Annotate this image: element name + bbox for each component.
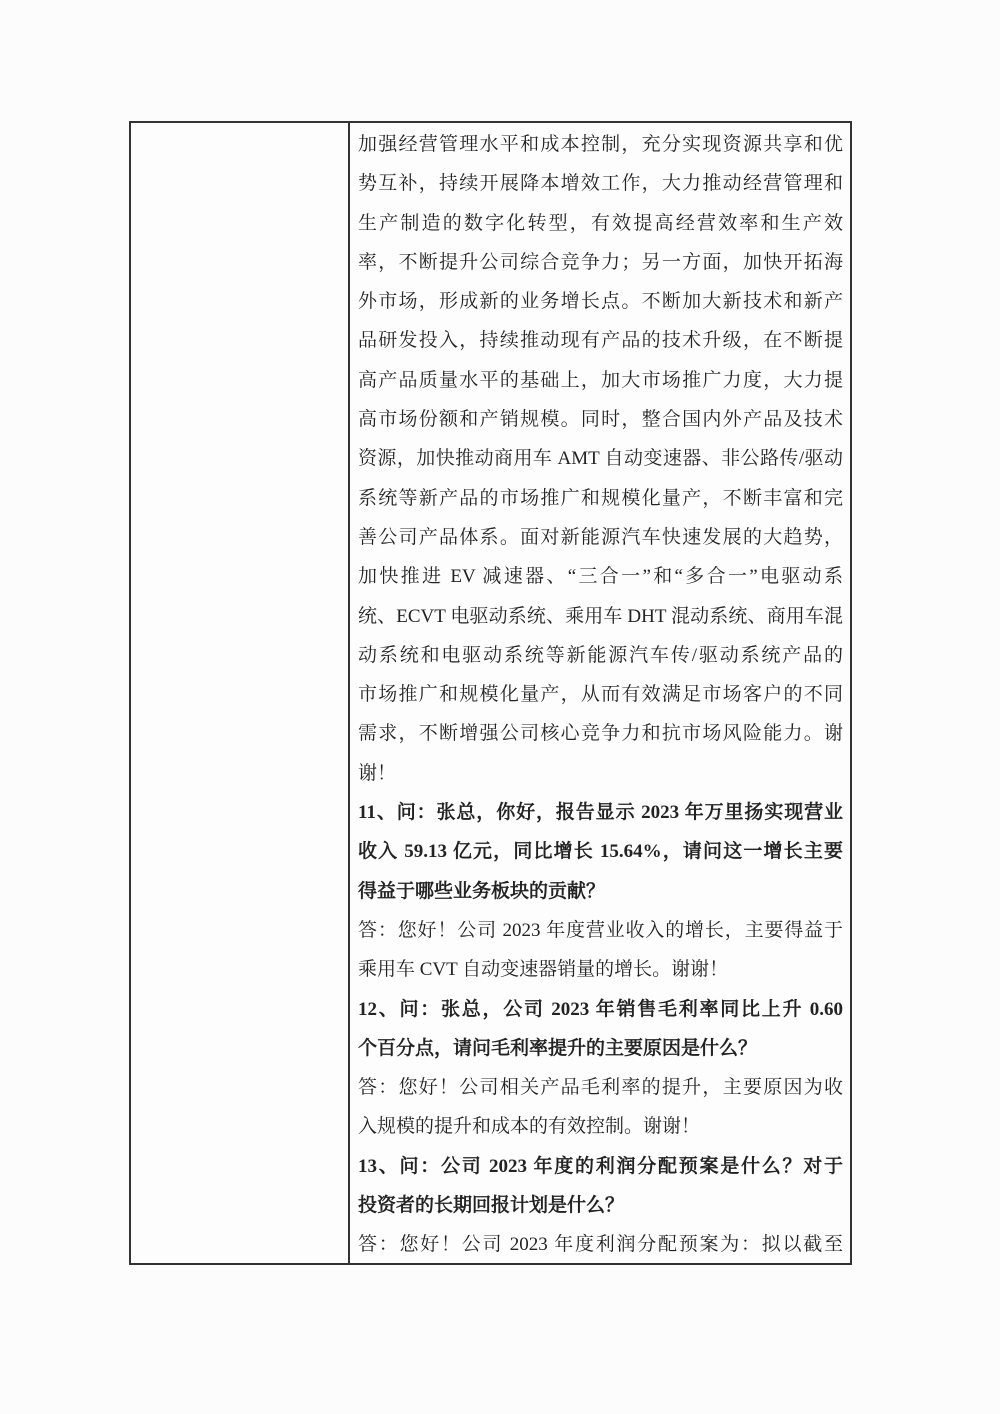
text-line: 答：您好！公司 2023 年度利润分配预案为：拟以截至 <box>358 1234 843 1256</box>
text-line: 加快推进 EV 减速器、“三合一”和“多合一”电驱动系 <box>358 566 843 588</box>
table-qa-text-cell <box>350 123 850 1263</box>
text-line: 13、问：公司 2023 年度的利润分配预案是什么？对于 <box>358 1155 843 1177</box>
question-paragraph <box>358 990 843 1069</box>
text-line: 生产制造的数字化转型，有效提高经营效率和生产效 <box>358 212 843 234</box>
text-line: 高产品质量水平的基础上，加大市场推广力度，大力提 <box>358 369 843 391</box>
text-line: 得益于哪些业务板块的贡献？ <box>358 880 606 902</box>
text-line: 需求，不断增强公司核心竞争力和抗市场风险能力。谢 <box>358 723 843 745</box>
text-line: 11、问：张总，你好，报告显示 2023 年万里扬实现营业 <box>358 802 843 824</box>
text-line: 乘用车 CVT 自动变速器销量的增长。谢谢！ <box>358 959 729 981</box>
answer-paragraph <box>358 1068 843 1147</box>
text-line: 收入 59.13 亿元，同比增长 15.64%，请问这一增长主要 <box>358 841 843 863</box>
text-line: 外市场，形成新的业务增长点。不断加大新技术和新产 <box>358 291 843 313</box>
text-line: 答：您好！公司相关产品毛利率的提升，主要原因为收 <box>358 1077 843 1099</box>
answer-paragraph <box>358 911 843 990</box>
text-line: 统、ECVT 电驱动系统、乘用车 DHT 混动系统、商用车混 <box>358 605 843 627</box>
text-line: 答：您好！公司 2023 年度营业收入的增长，主要得益于 <box>358 919 843 941</box>
text-line: 资源，加快推动商用车 AMT 自动变速器、非公路传/驱动 <box>358 448 843 470</box>
text-line: 谢！ <box>358 762 397 784</box>
text-line: 加强经营管理水平和成本控制，充分实现资源共享和优 <box>358 134 843 155</box>
text-line: 12、问：张总，公司 2023 年销售毛利率同比上升 0.60 <box>358 998 843 1020</box>
question-paragraph <box>358 793 843 911</box>
text-line: 系统等新产品的市场推广和规模化量产，不断丰富和完 <box>358 487 843 509</box>
text-line: 善公司产品体系。面对新能源汽车快速发展的大趋势， <box>358 526 843 548</box>
text-line: 市场推广和规模化量产，从而有效满足市场客户的不同 <box>358 684 843 706</box>
text-line: 入规模的提升和成本的有效控制。谢谢！ <box>358 1116 701 1138</box>
text-line: 高市场份额和产销规模。同时，整合国内外产品及技术 <box>358 409 843 431</box>
answer-paragraph <box>358 125 843 793</box>
text-line: 品研发投入，持续推动现有产品的技术升级，在不断提 <box>358 330 843 352</box>
table-left-empty-cell <box>131 123 350 1263</box>
text-line: 投资者的长期回报计划是什么？ <box>358 1195 625 1217</box>
question-paragraph <box>358 1147 843 1226</box>
text-line: 动系统和电驱动系统等新能源汽车传/驱动系统产品的 <box>358 644 843 666</box>
answer-paragraph <box>358 1225 843 1263</box>
text-line: 势互补，持续开展降本增效工作，大力推动经营管理和 <box>358 173 843 195</box>
document-table <box>129 121 852 1265</box>
text-line: 率，不断提升公司综合竞争力；另一方面，加快开拓海 <box>358 251 843 273</box>
text-line: 个百分点，请问毛利率提升的主要原因是什么？ <box>358 1037 758 1059</box>
